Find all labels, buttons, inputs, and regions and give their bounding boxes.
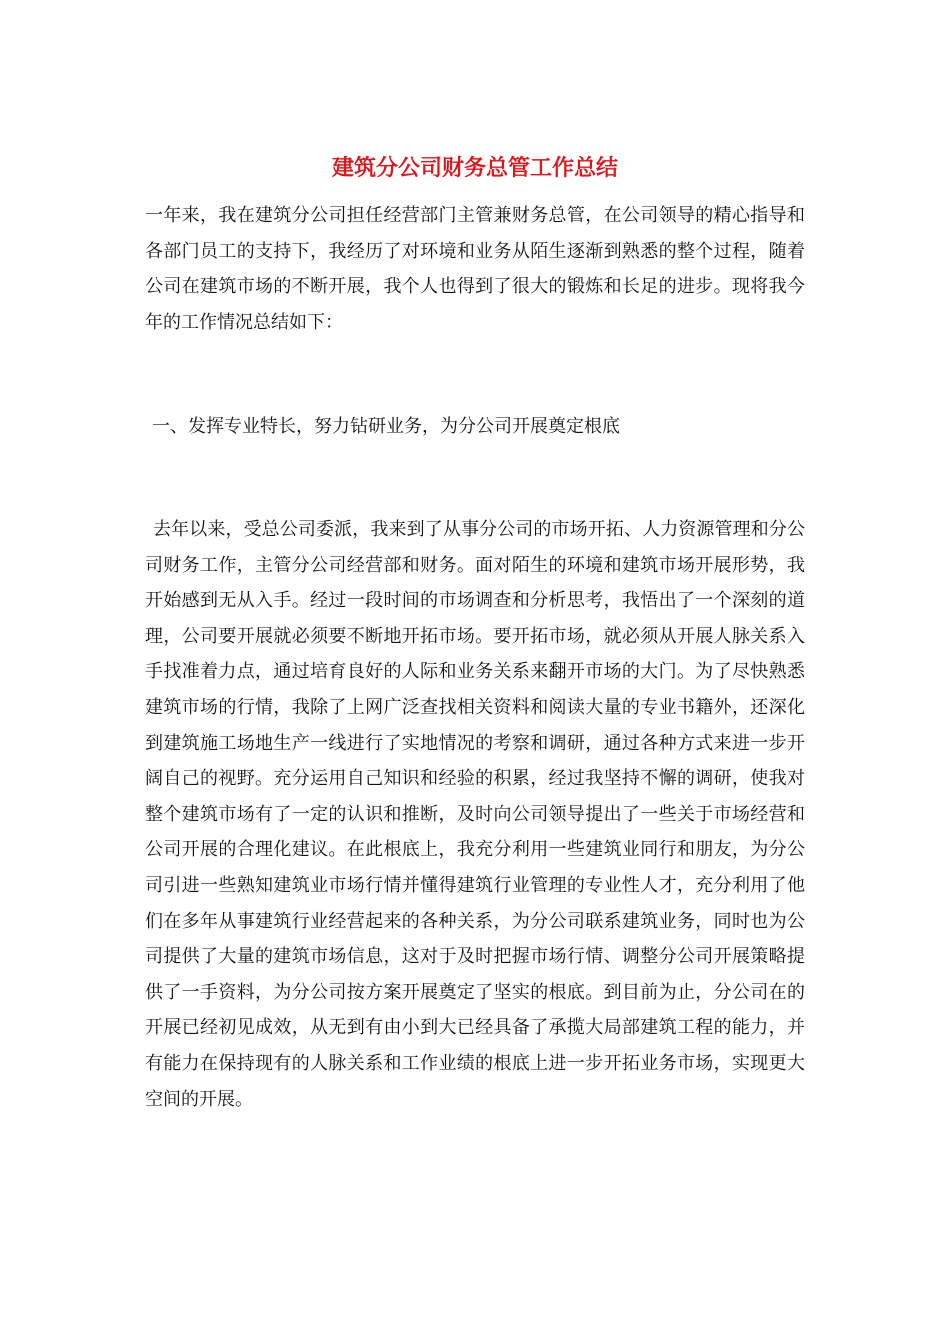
section-heading: 一、发挥专业特长，努力钻研业务，为分公司开展奠定根底 (152, 416, 620, 437)
intro-paragraph: 一年来，我在建筑分公司担任经营部门主管兼财务总管，在公司领导的精心指导和各部门员工的支持下，我经历了对环境和业务从陌生逐渐到熟悉的整个过程，随着公司在建筑市场的不断开展，我个人也得到了很大的锻炼和长足的进步。现将我今年的工作情况总结如下： (145, 205, 805, 333)
document-title: 建筑分公司财务总管工作总结 (331, 155, 618, 181)
section-body-paragraph: 去年以来，受总公司委派，我来到了从事分公司的市场开拓、人力资源管理和分公司财务工作，主管分公司经营部和财务。面对陌生的环境和建筑市场开展形势，我开始感到无从入手。经过一段时间的市场调查和分析思考，我悟出了一个深刻的道理，公司要开展就必须要不断地开拓市场。要开拓市场，就必须从开展人脉关系入手找准着力点，通过培育良好的人际和业务关系来翻开市场的大门。为了尽快熟悉建筑市场的行情，我除了上网广泛查找相关资料和阅读大量的专业书籍外，还深化到建筑施工场地生产一线进行了实地情况的考察和调研，通过各种方式来进一步开阔自己的视野。充分运用自己知识和经验的积累，经过我坚持不懈的调研，使我对整个建筑市场有了一定的认识和推断，及时向公司领导提出了一些关于市场经营和公司开展的合理化建议。在此根底上，我充分利用一些建筑业同行和朋友，为分公司引进一些熟知建筑业市场行情并懂得建筑行业管理的专业性人才，充分利用了他们在多年从事建筑行业经营起来的各种关系，为分公司联系建筑业务，同时也为公司提供了大量的建筑市场信息，这对于及时把握市场行情、调整分公司开展策略提供了一手资料，为分公司按方案开展奠定了坚实的根底。到目前为止，分公司在的开展已经初见成效，从无到有由小到大已经具备了承揽大局部建筑工程的能力，并有能力在保持现有的人脉关系和工作业绩的根底上进一步开拓业务市场，实现更大空间的开展。 (145, 519, 805, 1110)
